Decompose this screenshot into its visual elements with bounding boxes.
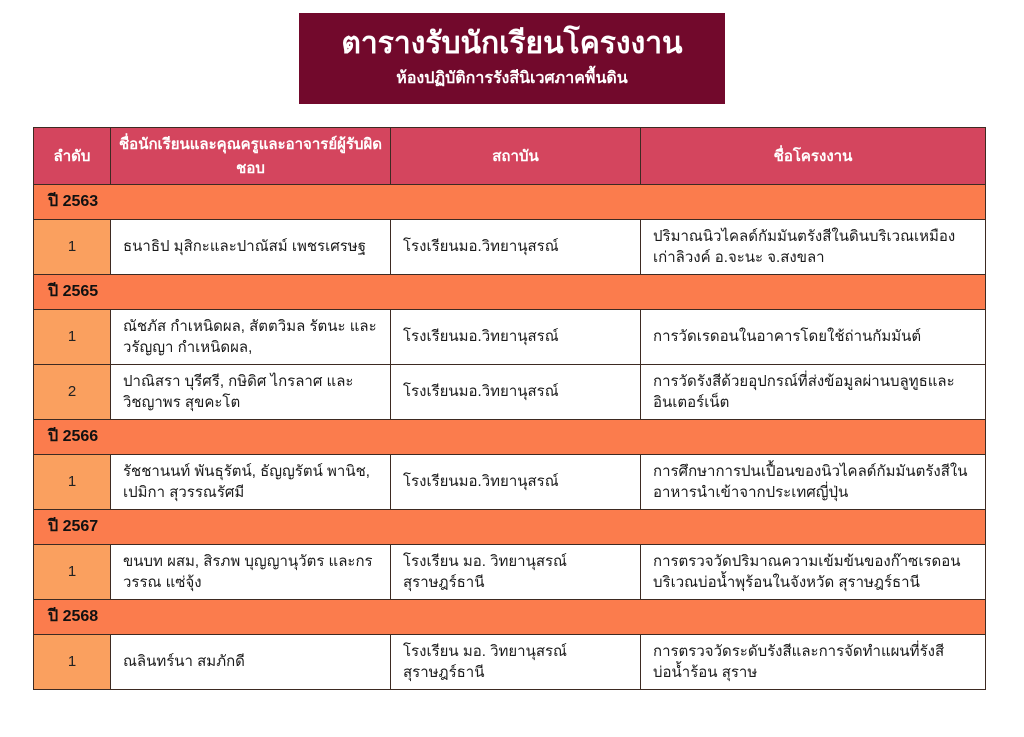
page-subtitle: ห้องปฏิบัติการรังสีนิเวศภาคพื้นดิน	[396, 69, 628, 87]
year-section-row	[34, 419, 986, 454]
students-cell: ธนาธิป มุสิกะและปาณัสม์ เพชรเศรษฐ	[111, 219, 391, 274]
order-cell: 1	[34, 634, 111, 689]
title-banner	[299, 13, 725, 104]
roster-table-container	[33, 127, 991, 690]
header-order: ลำดับ	[34, 127, 111, 184]
students-cell: ขนบท ผสม, สิรภพ บุญญานุวัตร และกรวรรณ แซ่จุ้ง	[111, 544, 391, 599]
institution-cell: โรงเรียนมอ.วิทยานุสรณ์	[391, 309, 641, 364]
table-row	[34, 219, 986, 274]
year-section-row	[34, 509, 986, 544]
order-cell: 1	[34, 219, 111, 274]
table-row	[34, 544, 986, 599]
order-cell: 1	[34, 309, 111, 364]
project-cell: ปริมาณนิวไคลด์กัมมันตรังสีในดินบริเวณเหมืองเก่าลิวงค์ อ.จะนะ จ.สงขลา	[641, 219, 986, 274]
project-cell: การวัดรังสีด้วยอุปกรณ์ที่ส่งข้อมูลผ่านบลูทูธและอินเตอร์เน็ต	[641, 364, 986, 419]
table-row	[34, 364, 986, 419]
order-cell: 1	[34, 544, 111, 599]
institution-cell: โรงเรียนมอ.วิทยานุสรณ์	[391, 219, 641, 274]
order-cell: 1	[34, 454, 111, 509]
year-section-row	[34, 274, 986, 309]
institution-cell: โรงเรียนมอ.วิทยานุสรณ์	[391, 364, 641, 419]
order-cell: 2	[34, 364, 111, 419]
project-cell: การวัดเรดอนในอาคารโดยใช้ถ่านกัมมันต์	[641, 309, 986, 364]
year-section-row	[34, 599, 986, 634]
project-cell: การตรวจวัดระดับรังสีและการจัดทำแผนที่รังสี บ่อน้ำร้อน สุราษ	[641, 634, 986, 689]
students-cell: ณัชภัส กำเหนิดผล, สัตตวิมล รัตนะ และ วรัญญา กำเหนิดผล,	[111, 309, 391, 364]
students-cell: รัชชานนท์ พันธุรัตน์, ธัญญรัตน์ พานิช, เปมิกา สุวรรณรัศมี	[111, 454, 391, 509]
table-row	[34, 454, 986, 509]
institution-cell: โรงเรียนมอ.วิทยานุสรณ์	[391, 454, 641, 509]
year-label: ปี 2566	[34, 419, 986, 454]
year-label: ปี 2568	[34, 599, 986, 634]
project-cell: การศึกษาการปนเปื้อนของนิวไคลด์กัมมันตรังสีในอาหารนำเข้าจากประเทศญี่ปุ่น	[641, 454, 986, 509]
year-label: ปี 2565	[34, 274, 986, 309]
table-row	[34, 309, 986, 364]
year-section-row	[34, 184, 986, 219]
institution-cell: โรงเรียน มอ. วิทยานุสรณ์ สุราษฎร์ธานี	[391, 634, 641, 689]
project-cell: การตรวจวัดปริมาณความเข้มข้นของก๊าซเรดอนบริเวณบ่อน้ำพุร้อนในจังหวัด สุราษฎร์ธานี	[641, 544, 986, 599]
institution-cell: โรงเรียน มอ. วิทยานุสรณ์ สุราษฎร์ธานี	[391, 544, 641, 599]
table-header-row	[34, 127, 986, 184]
year-label: ปี 2567	[34, 509, 986, 544]
table-row	[34, 634, 986, 689]
year-label: ปี 2563	[34, 184, 986, 219]
page-title: ตารางรับนักเรียนโครงงาน	[341, 27, 683, 60]
students-cell: ณลินทร์นา สมภักดี	[111, 634, 391, 689]
header-project: ชื่อโครงงาน	[641, 127, 986, 184]
students-cell: ปาณิสรา บุรีศรี, กษิดิศ ไกรลาศ และวิชญาพร สุขคะโต	[111, 364, 391, 419]
project-roster-table	[33, 127, 986, 690]
header-students: ชื่อนักเรียนและคุณครูและอาจารย์ผู้รับผิดชอบ	[111, 127, 391, 184]
header-institution: สถาบัน	[391, 127, 641, 184]
